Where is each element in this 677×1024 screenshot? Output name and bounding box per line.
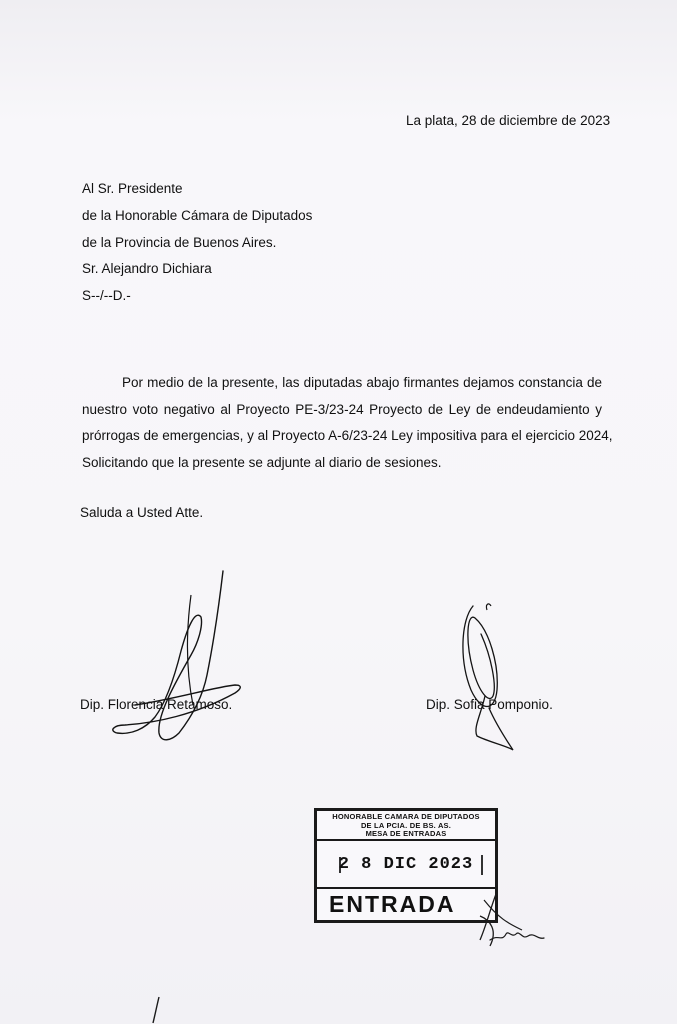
recipient-salutation: S--/--D.- <box>82 288 131 303</box>
body-line-2: nuestro voto negativo al Proyecto PE-3/23-24 Proyecto de Ley de endeudamiento y <box>82 401 602 417</box>
signatory-2-name: Dip. Sofia Pomponio. <box>426 697 553 712</box>
stamp-label: ENTRADA <box>317 887 495 920</box>
recipient-line-2: de la Honorable Cámara de Diputados <box>82 208 313 223</box>
stamp-initials-scribble <box>450 890 550 960</box>
recipient-line-1: Al Sr. Presidente <box>82 181 183 196</box>
closing-line: Saluda a Usted Atte. <box>80 505 204 520</box>
recipient-line-3: de la Provincia de Buenos Aires. <box>82 235 277 250</box>
stamp-date: 2 8 DIC 2023 <box>338 855 474 874</box>
recipient-name: Sr. Alejandro Dichiara <box>82 261 212 276</box>
body-paragraph <box>82 370 613 476</box>
signature-1-scribble <box>95 565 255 750</box>
body-line-1: Por medio de la presente, las diputadas abajo firmantes dejamos constancia de <box>122 375 602 390</box>
bottom-signature-fragment <box>145 995 175 1024</box>
stamp-header <box>317 811 495 841</box>
signatory-1-name: Dip. Florencia Retamoso. <box>80 697 233 712</box>
stamp-header-line-3: MESA DE ENTRADAS <box>365 829 447 839</box>
stamp-tick-right <box>481 855 483 875</box>
stamp-header-line-1: HONORABLE CAMARA DE DIPUTADOS <box>332 812 480 821</box>
body-line-3: prórrogas de emergencias, y al Proyecto A-6/23-24 Ley impositiva para el ejercicio 2024, <box>82 428 613 443</box>
signature-2-scribble <box>455 600 525 760</box>
body-line-4: Solicitando que la presente se adjunte al diario de sesiones. <box>82 454 442 470</box>
stamp-header-line-2: DE LA PCIA. DE BS. AS. <box>360 820 452 830</box>
date-line: La plata, 28 de diciembre de 2023 <box>406 113 611 128</box>
